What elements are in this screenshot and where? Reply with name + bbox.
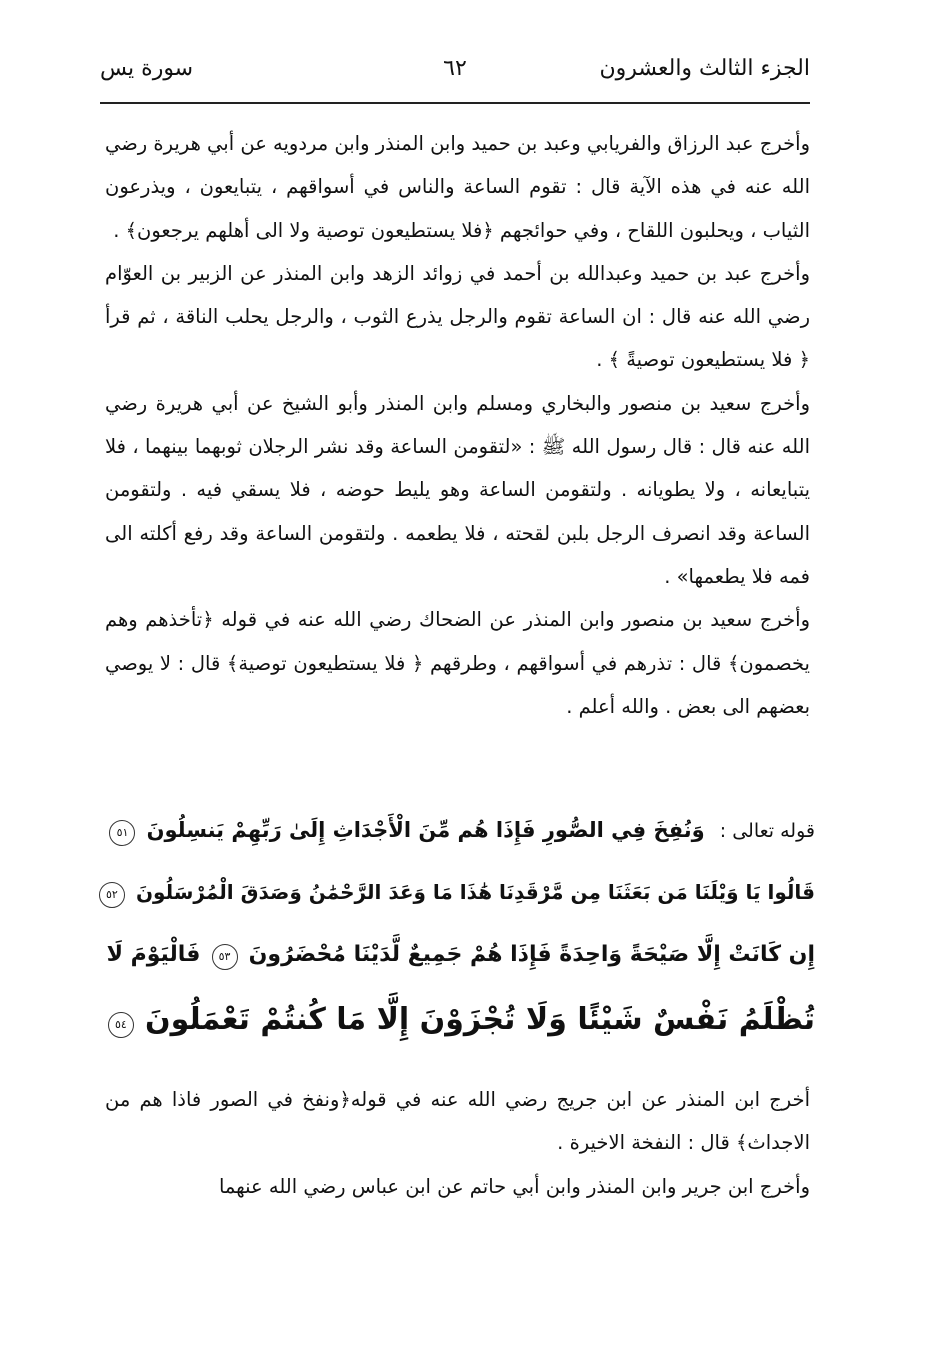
- paragraph: وأخرج سعيد بن منصور وابن المنذر عن الضحاك رضي الله عنه في قوله ﴿تأخذهم وهم يخصمون﴾ قال : تذرهم في أسواقهم ، وطرقهم ﴿ فلا يستطيعون توصية﴾ قال : لا يوصي بعضهم الى بعض . والله أعلم .: [105, 608, 810, 718]
- paragraph: وأخرج عبد الرزاق والفريابي وعبد بن حميد وابن المنذر وابن مردويه عن أبي هريرة رضي الله عنه في هذه الآية قال : تقوم الساعة والناس في أسواقهم ، يتبايعون ، ويذرعون الثياب ، ويحلبون اللقاح ، وفي حوائجهم ﴿فلا يستطيعون توصية ولا الى أهلهم يرجعون﴾ .: [104, 132, 810, 242]
- header-surah-label: سورة يس: [100, 56, 194, 81]
- paragraph: أخرج ابن المنذر عن ابن جريج رضي الله عنه في قوله﴿ونفخ في الصور فاذا هم من الاجداث﴾ قال : النفخة الاخيرة .: [105, 1088, 810, 1155]
- quran-verses: [90, 798, 815, 1058]
- verse-text: قَالُوا يَا وَيْلَنَا مَن بَعَثَنَا مِن مَّرْقَدِنَا هَٰذَا مَا وَعَدَ الرَّحْمَٰنُ وَصَدَقَ الْمُرْسَلُونَ: [135, 880, 815, 904]
- verse-line-1: [90, 818, 815, 846]
- paragraph: وأخرج ابن جرير وابن المنذر وابن أبي حاتم عن ابن عباس رضي الله عنهما: [218, 1174, 810, 1198]
- paragraph: وأخرج عبد بن حميد وعبدالله بن أحمد في زوائد الزهد وابن المنذر عن الزبير بن العوّام رضي الله عنه قال : ان الساعة تقوم والرجل يذرع الثوب ، والرجل يحلب الناقة ، ثم قرأ ﴿ فلا يستطيعون توصيةً ﴾ .: [105, 261, 810, 372]
- ayah-number-icon: ٥٢: [99, 882, 125, 908]
- commentary-bottom: [105, 1078, 810, 1208]
- ayah-number-icon: ٥١: [109, 820, 135, 846]
- verse-line-2: [90, 880, 815, 908]
- verse-text: إِن كَانَتْ إِلَّا صَيْحَةً وَاحِدَةً فَإِذَا هُمْ جَمِيعٌ لَّدَيْنَا مُحْضَرُونَ: [248, 942, 815, 967]
- commentary-top: [105, 122, 810, 728]
- header-rule: [100, 102, 810, 104]
- verse-text: فَالْيَوْمَ لَا: [106, 942, 201, 967]
- ayah-number-icon: ٥٤: [108, 1012, 134, 1038]
- verse-intro: قوله تعالى :: [719, 820, 815, 842]
- verse-line-4: [90, 1002, 815, 1038]
- ayah-number-icon: ٥٣: [212, 944, 238, 970]
- page-number: ٦٢: [443, 56, 467, 81]
- verse-text: وَنُفِخَ فِي الصُّورِ فَإِذَا هُم مِّنَ الْأَجْدَاثِ إِلَىٰ رَبِّهِمْ يَنسِلُونَ: [146, 818, 705, 842]
- verse-line-3: [90, 942, 815, 970]
- header-part-label: الجزء الثالث والعشرون: [599, 56, 810, 81]
- paragraph: وأخرج سعيد بن منصور والبخاري ومسلم وابن المنذر وأبو الشيخ عن أبي هريرة رضي الله عنه قال : قال رسول الله ﷺ : «لتقومن الساعة وقد نشر الرجلان ثوبهما بينهما ، فلا يتبايعانه ، ولا يطويانه . ولتقومن الساعة وهو يليط حوضه ، فلا يسقي فيه . ولتقومن الساعة وقد انصرف الرجل بلبن لقحته ، فلا يطعمه . ولتقومن الساعة وقد رفع أكلته الى فمه فلا يطعمها» .: [105, 391, 810, 588]
- verse-text: تُظْلَمُ نَفْسٌ شَيْئًا وَلَا تُجْزَوْنَ إِلَّا مَا كُنتُمْ تَعْمَلُونَ: [144, 1002, 815, 1037]
- running-header: [100, 56, 810, 96]
